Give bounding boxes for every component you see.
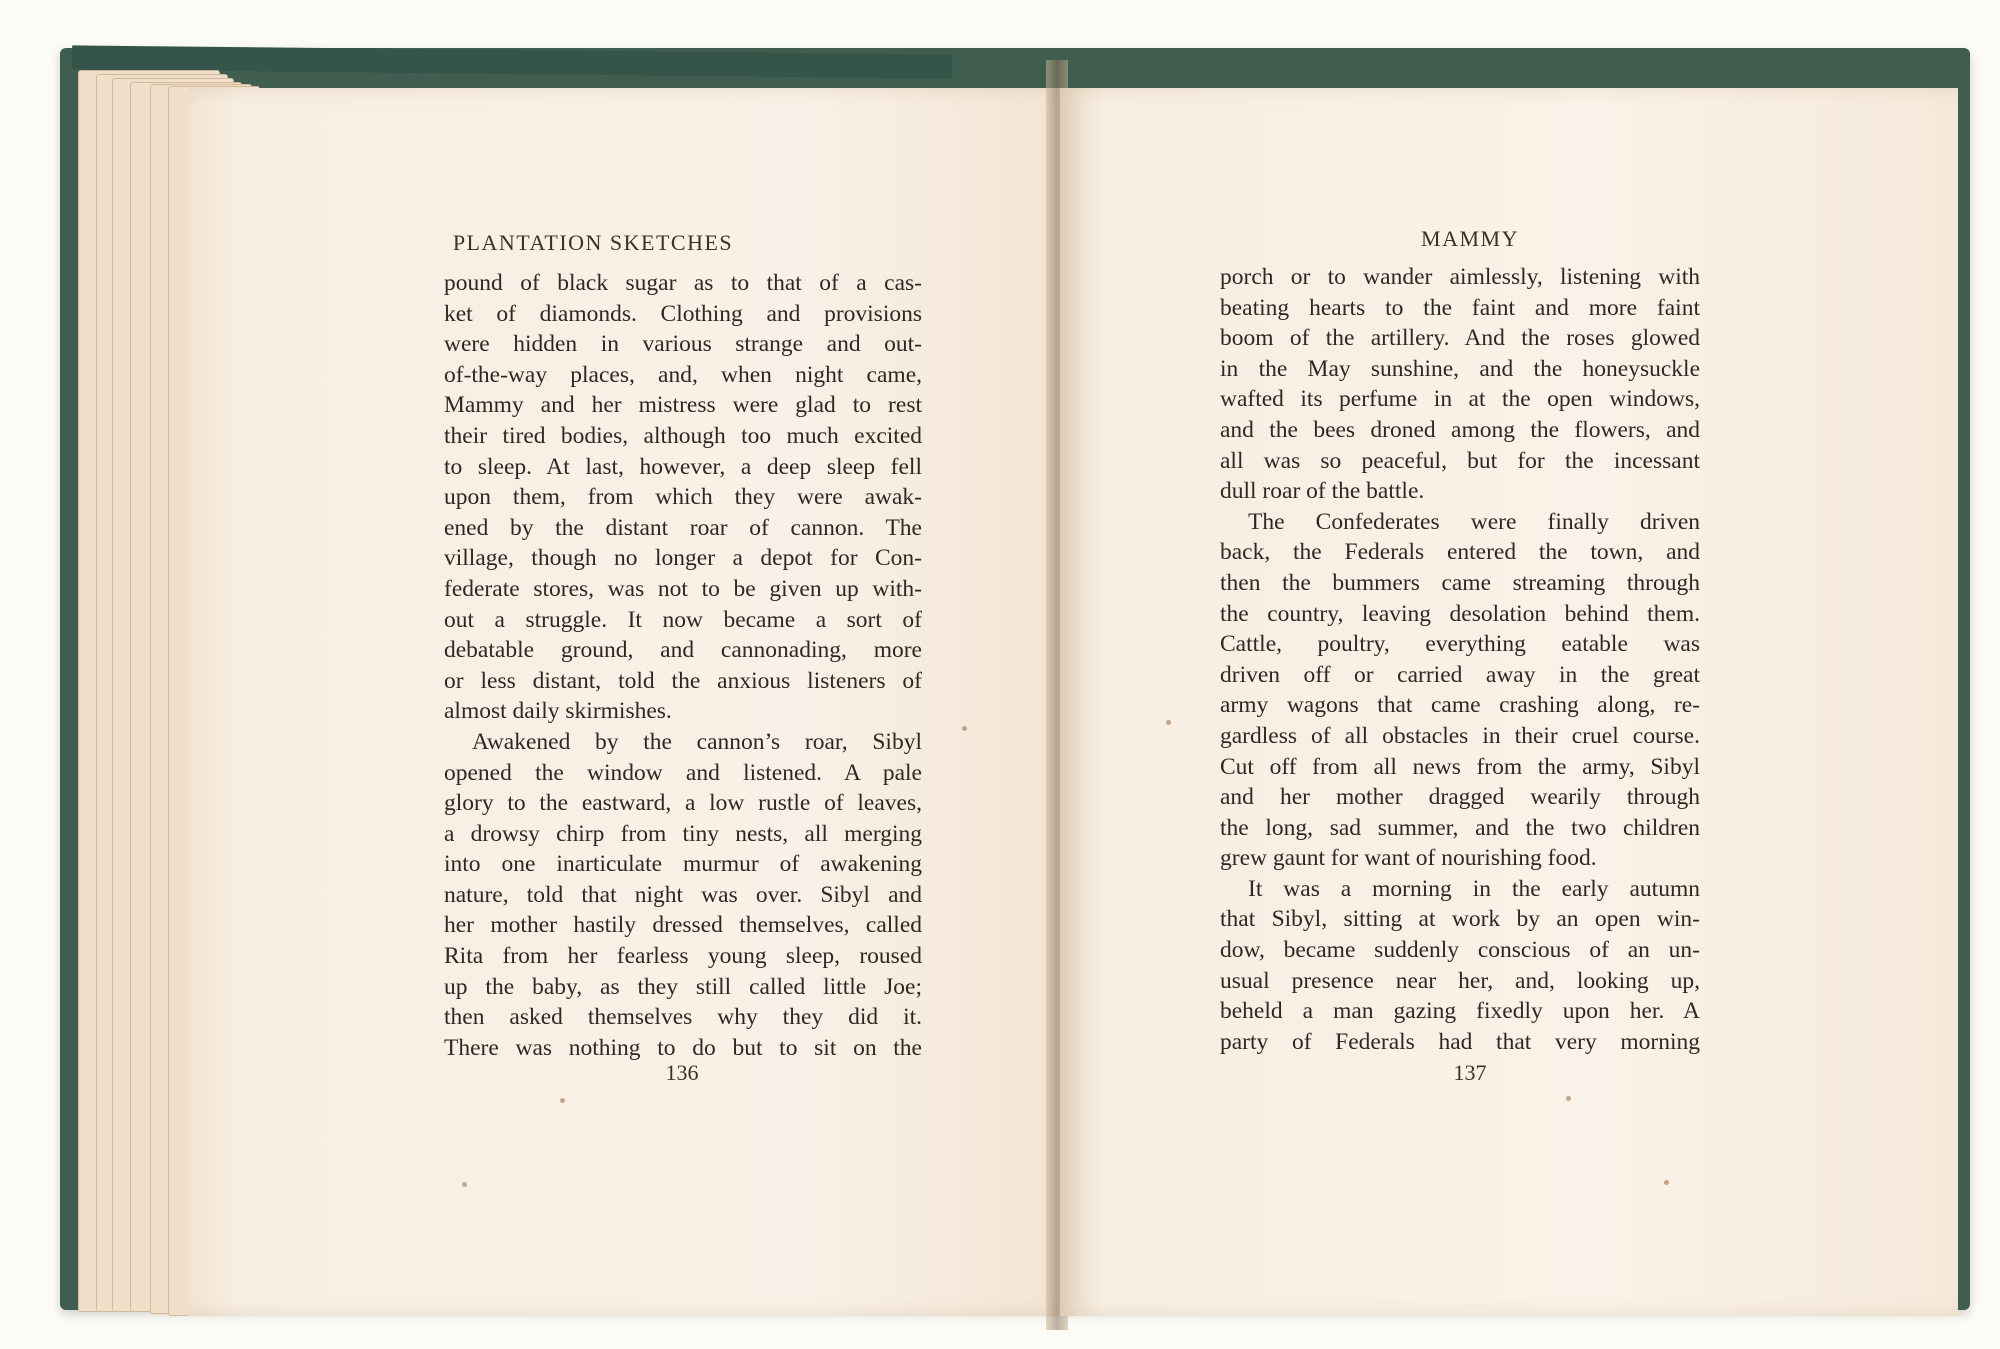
text-line: their tired bodies, although too much excited (444, 422, 922, 449)
left-page (188, 88, 1070, 1316)
text-line: back, the Federals entered the town, and (1220, 539, 1700, 566)
text-line: Cattle, poultry, everything eatable was (1220, 631, 1700, 658)
page-number-left: 136 (665, 1060, 699, 1085)
text-line: then asked themselves why they did it. (444, 1004, 922, 1031)
text-line: the country, leaving desolation behind them. (1220, 600, 1700, 627)
text-line: out a struggle. It now became a sort of (444, 606, 922, 633)
text-line: porch or to wander aimlessly, listening with (1220, 264, 1700, 290)
text-line: village, though no longer a depot for Con- (444, 545, 922, 572)
paper-speck (1166, 720, 1171, 725)
text-line: then the bummers came streaming through (1220, 569, 1700, 596)
text-line: wafted its perfume in at the open windows, (1220, 386, 1700, 413)
text-line: gardless of all obstacles in their cruel course. (1220, 722, 1700, 749)
paper-speck (962, 726, 967, 731)
text-line: party of Federals had that very morning (1220, 1028, 1700, 1055)
text-line: There was nothing to do but to sit on the (444, 1034, 922, 1061)
text-line: Awakened by the cannon’s roar, Sibyl (472, 728, 922, 755)
text-line: Cut off from all news from the army, Sibyl (1220, 753, 1700, 780)
text-line: ket of diamonds. Clothing and provisions (444, 300, 922, 327)
text-line: in the May sunshine, and the honeysuckle (1220, 355, 1700, 382)
text-line: beating hearts to the faint and more faint (1220, 294, 1700, 321)
text-line: grew gaunt for want of nourishing food. (1220, 845, 1597, 872)
text-line: boom of the artillery. And the roses glowed (1220, 325, 1700, 352)
running-head-left: PLANTATION SKETCHES (452, 230, 734, 255)
text-line: into one inarticulate murmur of awakening (444, 851, 922, 878)
text-line: dull roar of the battle. (1220, 478, 1425, 505)
right-page (1060, 88, 1958, 1316)
text-line: glory to the eastward, a low rustle of leaves, (444, 790, 922, 817)
text-line: were hidden in various strange and out- (444, 331, 922, 358)
page-number-right: 137 (1453, 1060, 1487, 1085)
text-line: to sleep. At last, however, a deep sleep fell (444, 453, 922, 480)
text-line: of-the-way places, and, when night came, (444, 361, 922, 388)
text-line: nature, told that night was over. Sibyl and (444, 881, 922, 908)
text-line: or less distant, told the anxious listeners of (444, 667, 922, 694)
text-line: almost daily skirmishes. (444, 698, 672, 725)
text-line: Mammy and her mistress were glad to rest (444, 392, 922, 419)
right-page-text (1220, 262, 1700, 1057)
text-line: Rita from her fearless young sleep, roused (444, 943, 922, 970)
text-line: It was a morning in the early autumn (1248, 875, 1700, 902)
paper-speck (1664, 1180, 1669, 1185)
text-line: dow, became suddenly conscious of an un- (1220, 937, 1700, 964)
text-line: debatable ground, and cannonading, more (444, 637, 922, 664)
text-line: up the baby, as they still called little Joe; (444, 973, 922, 1000)
paper-speck (462, 1182, 467, 1187)
text-line: her mother hastily dressed themselves, called (444, 912, 922, 939)
text-line: army wagons that came crashing along, re- (1220, 692, 1700, 719)
text-line: the long, sad summer, and the two children (1220, 814, 1700, 841)
text-line: driven off or carried away in the great (1220, 661, 1700, 688)
text-line: all was so peaceful, but for the incessant (1220, 447, 1700, 474)
left-page-text (444, 268, 922, 1063)
text-line: The Confederates were finally driven (1248, 508, 1700, 535)
paper-speck (560, 1098, 565, 1103)
text-line: and the bees droned among the flowers, and (1220, 416, 1700, 443)
text-line: opened the window and listened. A pale (444, 759, 922, 786)
text-line: a drowsy chirp from tiny nests, all merging (444, 820, 922, 847)
running-head-right: MAMMY (1421, 226, 1519, 251)
text-line: pound of black sugar as to that of a cas- (444, 270, 922, 296)
text-line: ened by the distant roar of cannon. The (444, 514, 922, 541)
text-line: that Sibyl, sitting at work by an open win- (1220, 906, 1700, 933)
text-line: usual presence near her, and, looking up, (1220, 967, 1700, 994)
text-line: beheld a man gazing fixedly upon her. A (1220, 998, 1700, 1025)
text-line: upon them, from which they were awak- (444, 484, 922, 511)
text-line: federate stores, was not to be given up with- (444, 575, 922, 602)
text-line: and her mother dragged wearily through (1220, 784, 1700, 811)
paper-speck (1566, 1096, 1571, 1101)
